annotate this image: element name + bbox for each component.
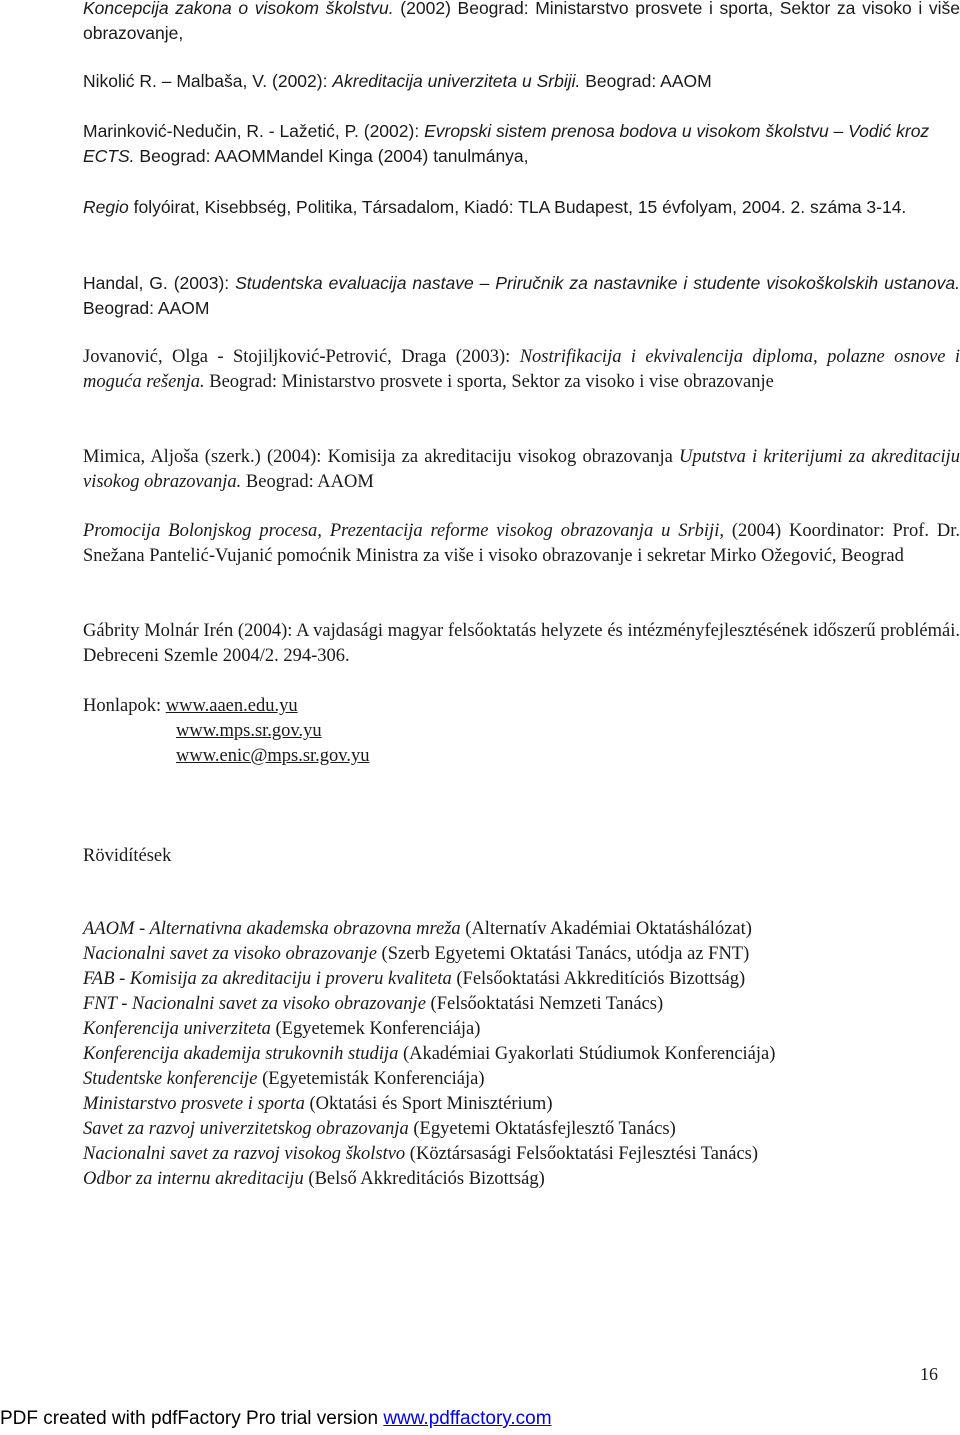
reference-6: Jovanović, Olga - Stojiljković-Petrović, Draga (2003): Nostrifikacija i ekvivalencija diploma, polazne osnove i moguća rešenja. Beograd: Ministarstvo prosvete i sporta, Sektor za visoko i vise obrazovanje [83,347,960,392]
abbreviation-item: Nacionalni savet za visoko obrazovanje (Szerb Egyetemi Oktatási Tanács, utódja az FNT) [83,944,750,964]
abbreviation-item: Savet za razvoj univerzitetskog obrazovanja (Egyetemi Oktatásfejlesztő Tanács) [83,1119,676,1139]
pdf-footer [0,1408,552,1430]
reference-3: Marinković-Nedučin, R. - Lažetić, P. (2002): Evropski sistem prenosa bodova u visokom školstvu – Vodić kroz ECTS. Beograd: AAOMMandel Kinga (2004) tanulmánya, [83,121,930,166]
abbreviation-item: FNT - Nacionalni savet za visoko obrazovanje (Felsőoktatási Nemzeti Tanács) [83,994,664,1014]
reference-7: Mimica, Aljoša (szerk.) (2004): Komisija za akreditaciju visokog obrazovanja Uputstva i kriterijumi za akreditaciju visokog obrazovanja. Beograd: AAOM [83,447,960,492]
abbreviations-list [83,917,960,1192]
reference-9: Gábrity Molnár Irén (2004): A vajdasági magyar felsőoktatás helyzete és intézményfejlesztésének időszerű problémái. Debreceni Szemle 2004/2. 294-306. [83,621,960,666]
websites-label: Honlapok: [83,696,166,716]
abbreviation-item: Konferencija akademija strukovnih studija (Akadémiai Gyakorlati Stúdiumok Konferenciája) [83,1044,776,1064]
reference-8: Promocija Bolonjskog procesa, Prezentacija reforme visokog obrazovanja u Srbiji, (2004) Koordinator: Prof. Dr. Snežana Pantelić-Vujanić pomoćnik Ministra za više i visoko obrazovanje i sekretar Mirko Ožegović, Beograd [83,521,960,566]
reference-1: Koncepcija zakona o visokom školstvu. (2002) Beograd: Ministarstvo prosvete i sporta, Sektor za visoko i više obrazovanje, [83,0,960,43]
website-link-mps[interactable]: www.mps.sr.gov.yu [176,721,322,741]
reference-4: Regio folyóirat, Kisebbség, Politika, Társadalom, Kiadó: TLA Budapest, 15 évfolyam, 2004. 2. száma 3-14. [83,197,907,217]
website-link-enic[interactable]: www.enic@mps.sr.gov.yu [176,746,370,766]
page-number: 16 [920,1364,938,1384]
abbreviation-item: Studentske konferencije (Egyetemisták Konferenciája) [83,1069,485,1089]
abbreviation-item: Ministarstvo prosvete i sporta (Oktatási és Sport Minisztérium) [83,1094,553,1114]
abbreviations-heading: Rövidítések [83,846,172,866]
abbreviation-item: FAB - Komisija za akreditaciju i proveru kvaliteta (Felsőoktatási Akkreditíciós Bizottság) [83,969,746,989]
abbreviation-item: Nacionalni savet za razvoj visokog školstvo (Köztársasági Felsőoktatási Fejlesztési Tanács) [83,1144,759,1164]
reference-5: Handal, G. (2003): Studentska evaluacija nastave – Priručnik za nastavnike i studente visokoškolskih ustanova. Beograd: AAOM [83,273,960,318]
abbreviation-item: Odbor za internu akreditaciju (Belső Akkreditációs Bizottság) [83,1169,545,1189]
abbreviation-item: AAOM - Alternativna akademska obrazovna mreža (Alternatív Akadémiai Oktatáshálózat) [83,919,752,939]
websites-block [83,694,960,769]
reference-2: Nikolić R. – Malbaša, V. (2002): Akreditacija univerziteta u Srbiji. Beograd: AAOM [83,71,712,91]
footer-link[interactable]: www.pdffactory.com [383,1408,552,1429]
website-link-aaen[interactable]: www.aaen.edu.yu [165,696,298,716]
abbreviation-item: Konferencija univerziteta (Egyetemek Konferenciája) [83,1019,481,1039]
footer-text: PDF created with pdfFactory Pro trial version [0,1408,384,1429]
